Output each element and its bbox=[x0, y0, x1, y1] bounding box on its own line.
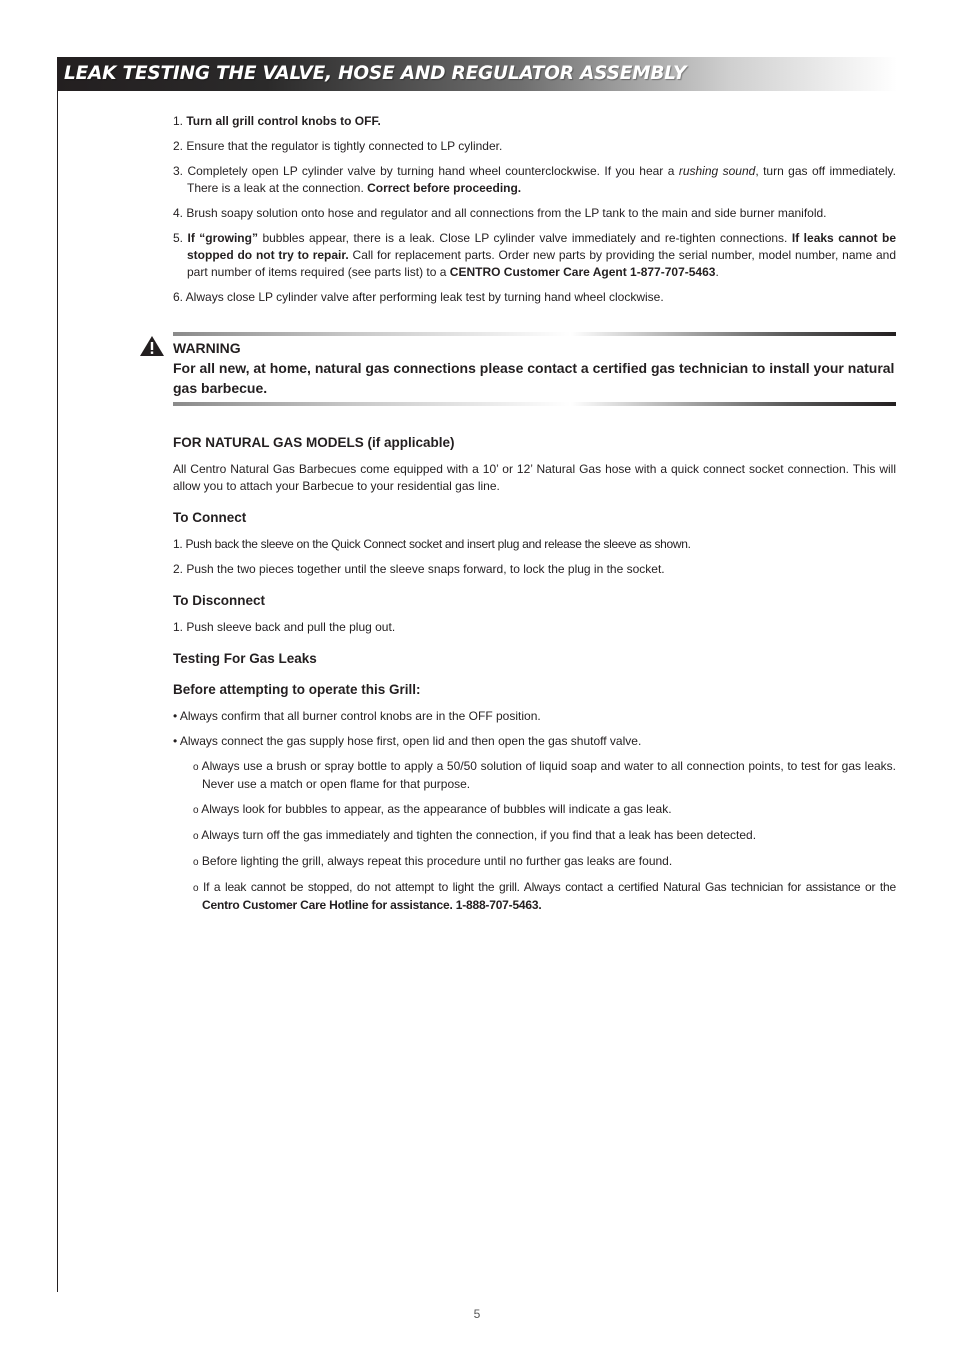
testing-heading: Testing For Gas Leaks bbox=[173, 651, 317, 666]
main-content bbox=[173, 113, 896, 922]
disconnect-step-1: 1. Push sleeve back and pull the plug out. bbox=[173, 620, 396, 634]
sub-bullet-5-bold: Centro Customer Care Hotline for assistance. 1-888-707-5463. bbox=[202, 898, 542, 912]
step-3-text-a: 3. Completely open LP cylinder valve by turning hand wheel counterclockwise. If you hear a bbox=[173, 164, 679, 178]
step-5-text-b: Call for replacement parts. Order new parts by providing the serial number, model number, name and part number of items required (see parts list) to a bbox=[187, 248, 896, 279]
sub-bullet-2-text: Always look for bubbles to appear, as the appearance of bubbles will indicate a gas leak. bbox=[201, 802, 672, 816]
step-5 bbox=[173, 230, 896, 281]
warning-box bbox=[173, 332, 896, 406]
step-5-bold-1: If “growing” bbox=[187, 231, 258, 245]
bullet-1: • Always confirm that all burner control knobs are in the OFF position. bbox=[173, 709, 541, 723]
before-heading: Before attempting to operate this Grill: bbox=[173, 682, 421, 697]
step-5-bold-3: CENTRO Customer Care Agent 1-877-707-5463 bbox=[449, 265, 716, 279]
page-number: 5 bbox=[473, 1307, 481, 1321]
sub-bullet-1-text: Always use a brush or spray bottle to apply a 50/50 solution of liquid soap and water to all connection points, to test for gas leaks. Never use a match or open flame for that purpose. bbox=[201, 759, 897, 791]
sub-bullet-2 bbox=[193, 801, 896, 819]
sub-bullet-mark: o bbox=[193, 883, 199, 894]
sub-bullet-3-text: Always turn off the gas immediately and tighten the connection, if you find that a leak has been detected. bbox=[201, 828, 757, 842]
connect-step-1: 1. Push back the sleeve on the Quick Connect socket and insert plug and release the sleeve as shown. bbox=[173, 537, 691, 551]
connect-heading: To Connect bbox=[173, 510, 247, 525]
natural-gas-heading: FOR NATURAL GAS MODELS (if applicable) bbox=[173, 435, 455, 450]
warning-bottom-rule bbox=[173, 402, 896, 406]
warning-triangle-icon bbox=[139, 335, 165, 357]
step-2: 2. Ensure that the regulator is tightly connected to LP cylinder. bbox=[173, 139, 503, 153]
step-6: 6. Always close LP cylinder valve after performing leak test by turning hand wheel clockwise. bbox=[173, 290, 664, 304]
sub-bullet-3 bbox=[193, 827, 896, 845]
step-5-number: 5. bbox=[173, 231, 188, 245]
step-3-italic: rushing sound bbox=[678, 164, 756, 178]
step-1-text: Turn all grill control knobs to OFF. bbox=[186, 114, 381, 128]
sub-bullet-4 bbox=[193, 853, 896, 871]
step-5-end: . bbox=[715, 265, 719, 279]
sub-bullet-5-text: If a leak cannot be stopped, do not attempt to light the grill. Always contact a certified Natural Gas technician for assistance or the bbox=[203, 880, 896, 894]
step-5-bold-2: If leaks cannot be stopped do not try to repair. bbox=[187, 231, 897, 262]
step-5-text-a: bubbles appear, there is a leak. Close LP cylinder valve immediately and re-tighten connections. bbox=[257, 231, 792, 245]
sub-bullet-4-text: Before lighting the grill, always repeat this procedure until no further gas leaks are found. bbox=[201, 854, 673, 868]
step-3-text-b: , turn gas off immediately. There is a leak at the connection. bbox=[187, 164, 896, 195]
sub-bullet-mark: o bbox=[193, 805, 199, 816]
natural-gas-intro: All Centro Natural Gas Barbecues come equipped with a 10’ or 12’ Natural Gas hose with a quick connect socket connection. This will allow you to attach your Barbecue to your residential gas line. bbox=[173, 462, 896, 493]
step-4: 4. Brush soapy solution onto hose and regulator and all connections from the LP tank to the main and side burner manifold. bbox=[173, 206, 827, 220]
section-title: LEAK TESTING THE VALVE, HOSE AND REGULATOR ASSEMBLY bbox=[64, 63, 687, 84]
step-3-bold: Correct before proceeding. bbox=[367, 181, 522, 195]
left-margin-rule bbox=[57, 57, 58, 1292]
sub-bullet-mark: o bbox=[193, 857, 199, 868]
warning-title: WARNING bbox=[173, 340, 241, 356]
warning-text: For all new, at home, natural gas connections please contact a certified gas technician to install your natural gas barbecue. bbox=[173, 360, 895, 396]
step-1 bbox=[173, 113, 896, 130]
bullet-2: • Always connect the gas supply hose first, open lid and then open the gas shutoff valve. bbox=[173, 734, 642, 748]
sub-bullet-mark: o bbox=[193, 831, 199, 842]
sub-bullet-5 bbox=[193, 879, 896, 914]
disconnect-heading: To Disconnect bbox=[173, 593, 266, 608]
step-3 bbox=[173, 163, 896, 197]
sub-bullet-1 bbox=[193, 758, 896, 793]
section-title-bar bbox=[57, 57, 897, 91]
connect-step-2: 2. Push the two pieces together until the sleeve snaps forward, to lock the plug in the socket. bbox=[173, 562, 665, 576]
sub-bullet-mark: o bbox=[193, 762, 199, 773]
step-1-number: 1. bbox=[173, 114, 184, 128]
